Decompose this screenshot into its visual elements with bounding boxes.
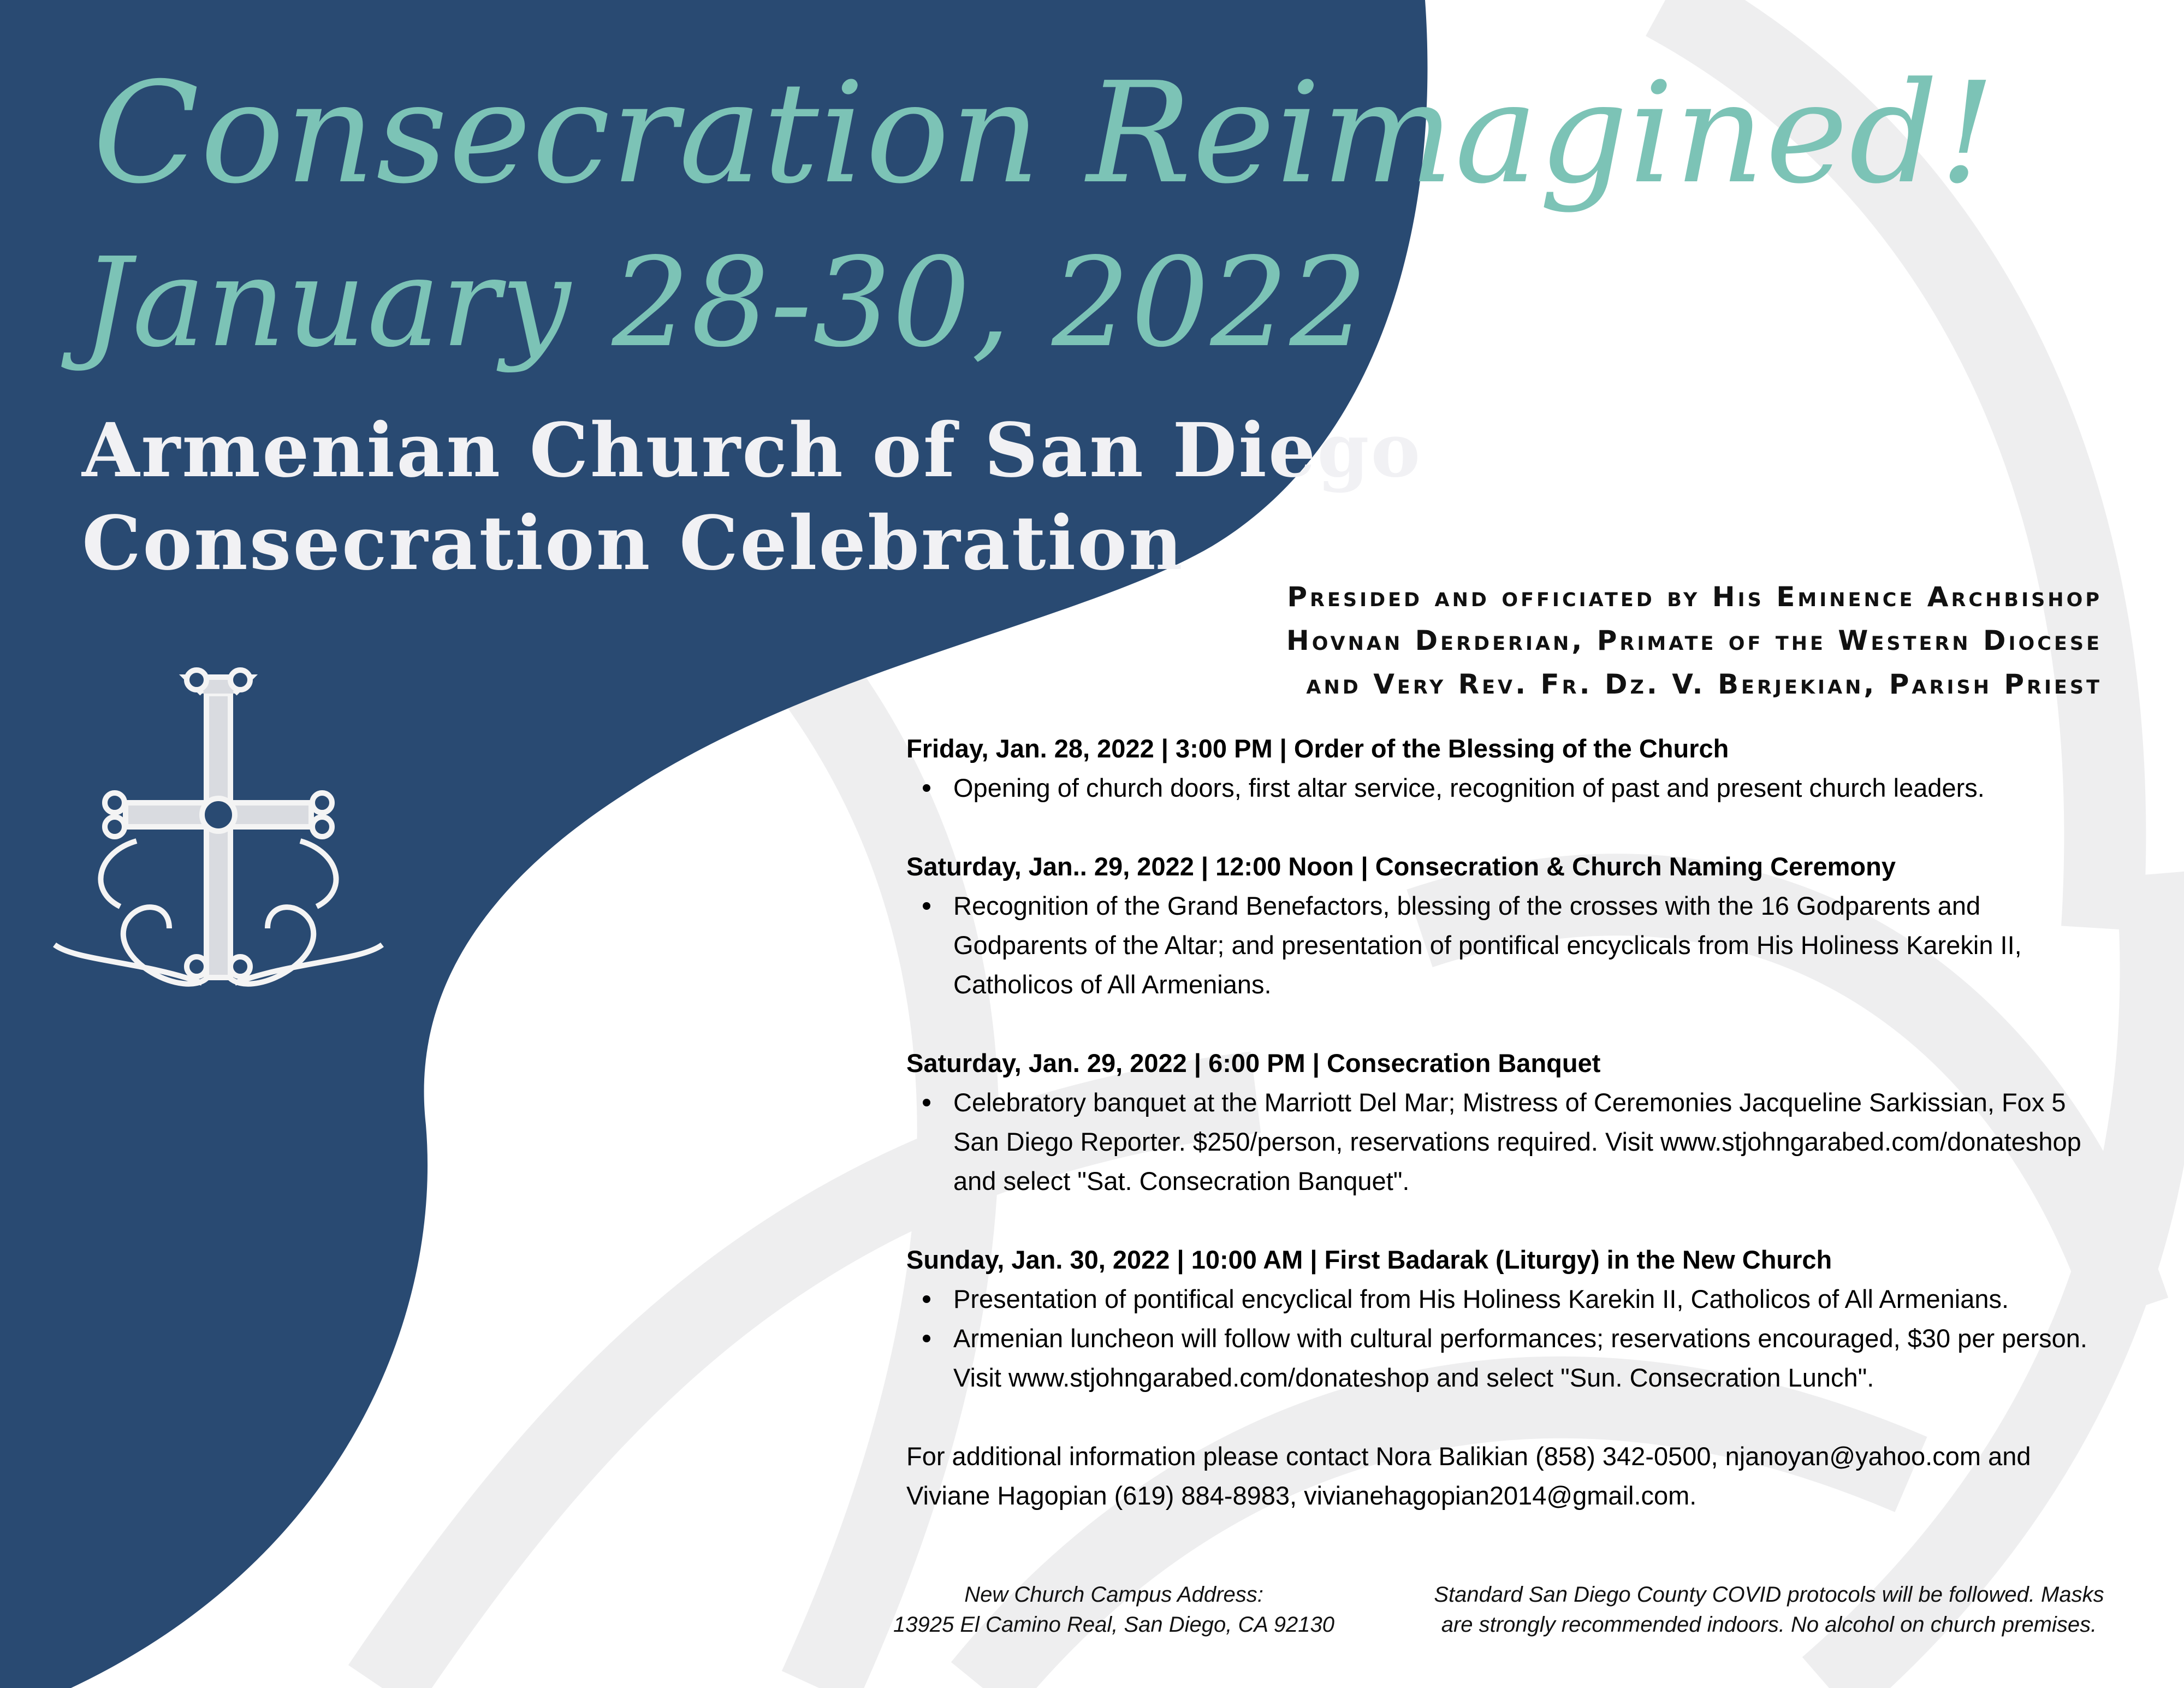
- event-heading: Sunday, Jan. 30, 2022 | 10:00 AM | First Badarak (Liturgy) in the New Church: [906, 1245, 1832, 1274]
- bullet-icon: [923, 1335, 930, 1342]
- bullet-text: Celebratory banquet at the Marriott Del Mar; Mistress of Ceremonies Jacqueline Sarkissian, Fox 5 San Diego Reporter. $250/person, reservations required. Visit www.stjohngarabed.com/donateshop and select "Sat. Consecration Banquet".: [953, 1088, 2081, 1195]
- bullet-text: Armenian luncheon will follow with cultural performances; reservations encouraged, $30 per person. Visit www.stjohngarabed.com/donateshop and select "Sun. Consecration Lunch".: [953, 1324, 2087, 1392]
- bullet-icon: [923, 902, 930, 910]
- address-text: 13925 El Camino Real, San Diego, CA 92130: [893, 1613, 1334, 1637]
- event-title: Consecration Reimagined!: [93, 52, 1997, 215]
- bullet-icon: [923, 784, 930, 792]
- bullet-text: Presentation of pontifical encyclical from His Holiness Karekin II, Catholicos of All Armenians.: [953, 1284, 2009, 1313]
- event-bullets: [906, 1083, 2118, 1201]
- event-heading: Friday, Jan. 28, 2022 | 3:00 PM | Order of the Blessing of the Church: [906, 734, 1729, 763]
- presided-line-2: Hovnan Derderian, Primate of the Western Diocese: [1286, 625, 2102, 656]
- bullet-icon: [923, 1295, 930, 1303]
- bullet-icon: [923, 1099, 930, 1106]
- event-item: [906, 1044, 2118, 1201]
- event-bullet: [906, 1319, 2118, 1397]
- event-heading: Saturday, Jan. 29, 2022 | 6:00 PM | Consecration Banquet: [906, 1049, 1601, 1077]
- campus-address: [852, 1580, 1376, 1640]
- celebration-name: Consecration Celebration: [82, 500, 1184, 587]
- presided-line-1: Presided and officiated by His Eminence Archbishop: [1287, 581, 2102, 613]
- event-bullet: [906, 1280, 2118, 1319]
- address-label: New Church Campus Address:: [964, 1583, 1263, 1607]
- bullet-text: Recognition of the Grand Benefactors, blessing of the crosses with the 16 Godparents and Godparents of the Altar; and presentation of pontifical encyclicals from His Holiness Karekin II, Catholicos of All Armenians.: [953, 891, 2022, 999]
- event-item: [906, 729, 2118, 808]
- covid-notice: [1376, 1580, 2162, 1640]
- contact-info: For additional information please contact Nora Balikian (858) 342-0500, njanoyan@yahoo.com and Viviane Hagopian (619) 884-8983, vivianehagopian2014@gmail.com.: [906, 1442, 2031, 1510]
- event-bullet: [906, 768, 2118, 808]
- event-heading: Saturday, Jan.. 29, 2022 | 12:00 Noon | Consecration & Church Naming Ceremony: [906, 852, 1896, 881]
- church-name: Armenian Church of San Diego: [82, 407, 1422, 494]
- event-schedule: [906, 729, 2118, 1515]
- covid-line-1: Standard San Diego County COVID protocols will be followed. Masks: [1434, 1583, 2104, 1607]
- presided-line-3: and Very Rev. Fr. Dz. V. Berjekian, Parish Priest: [1306, 668, 2102, 700]
- event-bullets: [906, 768, 2118, 808]
- bullet-text: Opening of church doors, first altar service, recognition of past and present church leaders.: [953, 773, 1985, 802]
- event-bullets: [906, 886, 2118, 1004]
- event-bullet: [906, 1083, 2118, 1201]
- event-bullets: [906, 1280, 2118, 1397]
- event-item: [906, 1240, 2118, 1397]
- covid-line-2: are strongly recommended indoors. No alcohol on church premises.: [1441, 1613, 2097, 1637]
- event-dates: January 28-30, 2022: [82, 232, 1369, 375]
- event-item: [906, 847, 2118, 1004]
- event-bullet: [906, 886, 2118, 1004]
